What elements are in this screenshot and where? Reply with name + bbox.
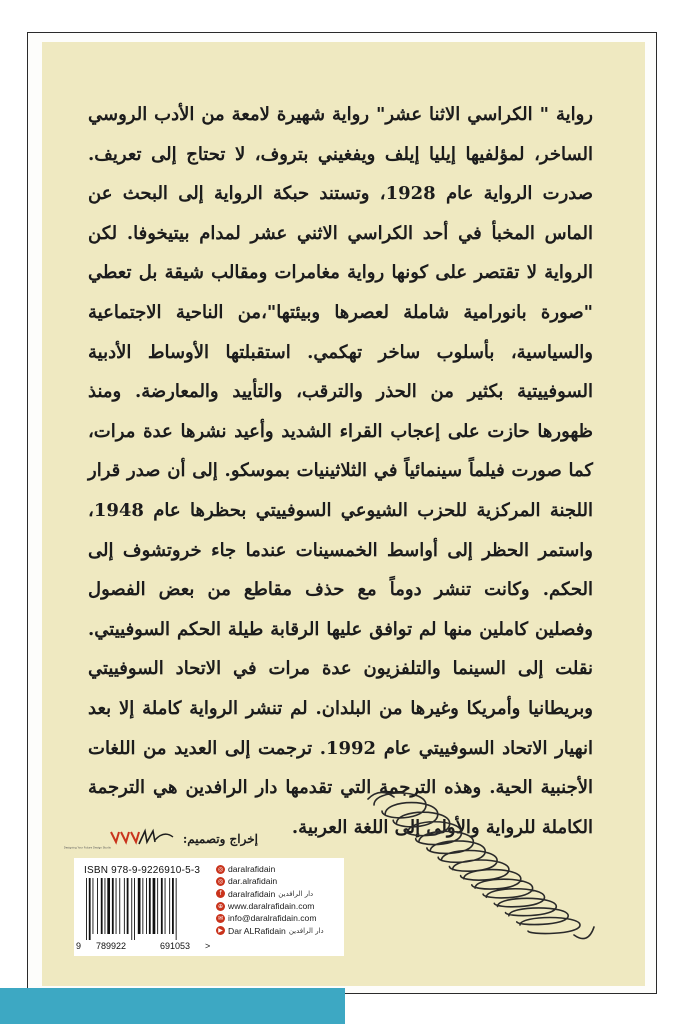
contact-text: dar.alrafidain (228, 876, 278, 887)
barcode-bar (134, 878, 135, 940)
barcode-right-digits: 691053 (160, 941, 191, 951)
barcode-bar (116, 878, 117, 934)
contact-arabic-name: دار الرافدين (278, 889, 314, 898)
contact-youtube[interactable] (216, 924, 342, 936)
barcode-trail-mark: > (205, 941, 211, 951)
web-icon: ⊕ (217, 902, 224, 910)
email-icon: ✉ (217, 914, 224, 922)
barcode-bar (165, 878, 166, 934)
barcode-bar (146, 878, 147, 934)
contact-text: www.daralrafidain.com (228, 901, 315, 912)
barcode-bar (131, 878, 132, 940)
contact-arabic-name: دار الرافدين (288, 926, 324, 935)
barcode-bar (89, 878, 91, 940)
barcode-bar (97, 878, 98, 934)
youtube-icon: ▶ (216, 926, 225, 935)
contact-facebook[interactable] (216, 888, 342, 900)
barcode-bar (127, 878, 129, 934)
barcode-bar (153, 878, 156, 934)
design-credits (63, 826, 258, 852)
spring-coil (368, 792, 594, 938)
barcode-bar (107, 878, 110, 934)
barcode-bar (124, 878, 125, 934)
blurb-paragraph: رواية " الكراسي الاثنا عشر" رواية شهيرة لامعة من الأدب الروسي الساخر، لمؤلفيها إيليا إيلف ويفغيني بتروف، لا تحتاج إلى تعريف. صدرت الرواية عام 1928، وتستند حبكة الرواية إلى البحث عن الماس المخبأ في أحد الكراسي الاثني عشر لمدام بيتيخوفا. لكن الرواية لا تقتصر على كونها رواية مغامرات ومقالب شيقة بل تعطي "صورة بانورامية شاملة لعصرها وبيئتها"،من الناحية الاجتماعية والسياسية، بأسلوب ساخر تهكمي. استقبلتها الأوساط الأدبية السوفييتية بكثير من الحذر والترقب، والتأييد والمعارضة. ومنذ ظهورها حازت على إعجاب القراء الشديد وأعيد نشرها عدة مرات، كما صورت فيلماً سينمائياً في الثلاثينيات بموسكو. إلى أن صدر قرار اللجنة المركزية للحزب الشيوعي السوفييتي بحظرها عام 1948، واستمر الحظر إلى أواسط الخمسينات عندما جاء خروتشوف إلى الحكم. وكانت تنشر دوماً مع حذف مقاطع من بعض الفصول وفصلين كاملين منها لم توافق عليها الرقابة طيلة الحكم السوفييتي. نقلت إلى السينما والتلفزيون عدة مرات في الاتحاد السوفييتي وبريطانيا وأمريكا وغيرها من البلدان. لم تنشر الرواية كاملة إلا بعد انهيار الاتحاد السوفييتي عام 1992. ترجمت إلى العديد من اللغات الأجنبية الحية. وهذه الترجمة التي تقدمها دار الرافدين هي الترجمة الكاملة للرواية والأولى إلى اللغة العربية. (88, 104, 594, 838)
contact-instagram-2[interactable] (216, 875, 342, 887)
contact-text: Dar ALRafidain (228, 925, 286, 936)
spine-color-strip (0, 988, 345, 1024)
publisher-contacts (216, 863, 342, 937)
barcode-bar (138, 878, 141, 934)
barcode-bar (101, 878, 103, 934)
barcode-bar (105, 878, 106, 934)
spring-illustration (360, 785, 600, 960)
design-studio-logo (63, 828, 177, 850)
contact-text: daralrafidain (228, 888, 276, 899)
instagram-icon: ◎ (217, 877, 224, 885)
barcode-bar (93, 878, 94, 934)
barcode-bar (169, 878, 170, 934)
barcode-bar (86, 878, 87, 940)
design-credit-label: إخراج وتصميم: (182, 832, 258, 846)
barcode-bar (161, 878, 163, 934)
barcode-bar (112, 878, 114, 934)
barcode-left-digits: 789922 (96, 941, 127, 951)
isbn-contact-box (74, 858, 344, 956)
barcode-lead-digit: 9 (76, 941, 82, 951)
contact-email[interactable] (216, 912, 342, 924)
contact-text: info@daralrafidain.com (228, 913, 317, 924)
barcode-bar (149, 878, 151, 934)
book-blurb (88, 95, 593, 847)
contact-text: daralrafidain (228, 864, 276, 875)
isbn-number: ISBN 978-9-9226910-5-3 (84, 865, 201, 876)
barcode-bar (142, 878, 143, 934)
barcode-bar (119, 878, 120, 934)
isbn-barcode (82, 878, 210, 940)
logo-tagline: Designing Your Future Design Studio (63, 846, 111, 850)
facebook-icon: f (216, 889, 225, 898)
contact-website[interactable] (216, 900, 342, 912)
barcode-bar (157, 878, 158, 934)
contact-instagram-1[interactable] (216, 863, 342, 875)
barcode-bar (172, 878, 174, 934)
instagram-icon: ◎ (217, 865, 224, 873)
barcode-bar (176, 878, 177, 940)
